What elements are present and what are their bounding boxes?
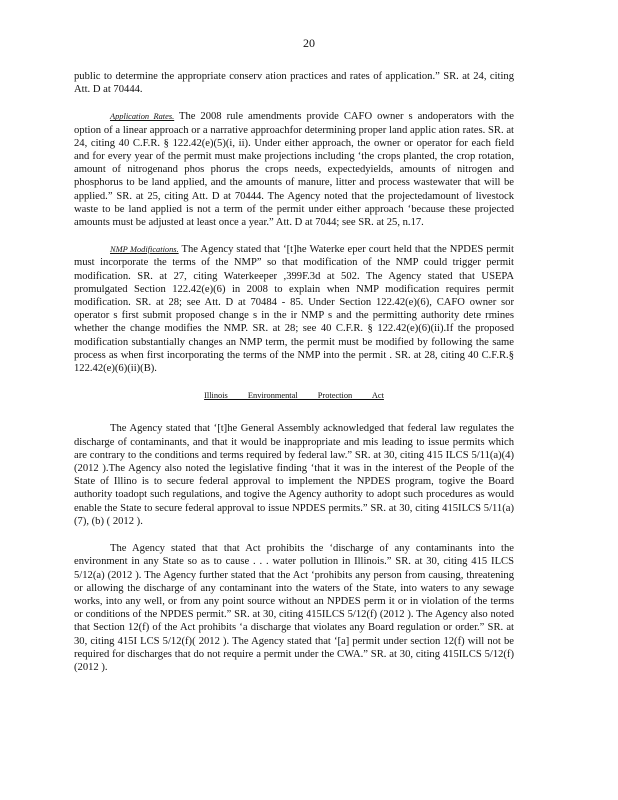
page-number: 20 xyxy=(303,36,315,50)
paragraph-general-assembly xyxy=(74,422,514,528)
section-heading: Illinois Environmental Protection Act xyxy=(204,391,384,401)
paragraph-application-rates xyxy=(74,110,514,229)
paragraph-text: The 2008 rule amendments provide CAFO owner s andoperators with the option of a linear approach or a narrative approachfor determining proper land applic ation rates. SR. at 24, citing 40 C.F.R. § 122.42(e)(5)(i, ii). Under either approach, the owner or operator for each field and for every year of the permit must make projections including ‘the crops planted, the crop rotation, amount of nitrogenand phos phorus the crops needs, expectedyields, amounts of nitrogen and phosphorus to be land applied, and the amounts of manure, litter and process wastewater that will be applied.” SR. at 25, citing Att. D at 70444. The Agency noted that the projectedamount of livestock waste to be land applied is not a term of the permit under either approach ‘because these projected amounts must be adjusted at least once a year.” Att. D at 7044; see SR. at 25, n.17. xyxy=(74,111,515,229)
paragraph-continuation xyxy=(74,70,514,96)
paragraph-nmp-modifications xyxy=(74,243,514,375)
paragraph-act-prohibits xyxy=(74,542,514,674)
paragraph-text: The Agency stated that that Act prohibits the ‘discharge of any contaminants into the environment in any State so as to cause . . . water pollution in Illinois.” SR. at 30, citing 415 ILCS 5/12(a) (2012 ). The Agency further stated that the Act ‘prohibits any person from causing, threatening or allowing the discharge of any contaminant into the waters of the State, into waters to any sewage works, into any well, or from any point source without an NPDES perm it or in violation of the terms or conditions of the NPDES permit.” SR. at 30, citing 415ILCS 5/12(f) (2012 ). The Agency also noted that Section 12(f) of the Act prohibits ‘a discharge that violates any Board regulation or order.” SR. at 30, citing 415I LCS 5/12(f)( 2012 ). The Agency stated that ‘[a] permit under section 12(f) will not be required for discharges that do not require a permit under the CWA.” SR. at 30, citing 415ILCS 5/12(f) (2012 ). xyxy=(74,543,514,673)
document-body xyxy=(74,70,514,688)
paragraph-text: The Agency stated that ‘[t]he General Assembly acknowledged that federal law regulates the discharge of contaminants, and that it would be inappropriate and mis leading to issue permits which are contrary to the conditions and terms required by federal law.” SR. at 30, citing 415 ILCS 5/11(a)(4) (2012 ).The Agency also noted the legislative finding ‘that it was in the interest of the People of the State of Illino is to secure federal approval to implement the NPDES program, togive the Board authority toadopt such regulations, and togive the Agency authority to adopt such procedures as would enable the State to secure federal approval to issue NPDES permits.” SR. at 30, citing 415ILCS 5/11(a)(7), (b) ( 2012 ). xyxy=(74,423,514,527)
paragraph-lead: NMP Modifications. xyxy=(110,245,179,255)
paragraph-text: The Agency stated that ‘[t]he Waterke eper court held that the NPDES permit must incorporate the terms of the NMP” so that modification of the NMP could trigger permit modification. SR. at 27, citing Waterkeeper ,399F.3d at 502. The Agency stated that USEPA promulgated Section 122.42(e)(6) in 2008 to explain when NMP modification requires permit modification. SR. at 28; see Att. D at 70484 - 85. Under Section 122.42(e)(6), CAFO owner sor operator s first submit proposed change s in the ir NMP s and the permitting authority dete rmines whether the change modifies the NMP. SR. at 28; see 40 C.F.R. § 122.42(e)(6)(ii).If the proposed modification substantially changes an NMP term, the permit must be modified by following the same process as when first incorporating the terms of the NMP into the permit . SR. at 28, citing 40 C.F.R.§ 122.42(e)(6)(ii)(B). xyxy=(74,244,514,375)
paragraph-lead: Application Rates. xyxy=(110,112,175,122)
paragraph-text: public to determine the appropriate conserv ation practices and rates of application.” SR. at 24, citing Att. D at 70444. xyxy=(74,71,514,96)
